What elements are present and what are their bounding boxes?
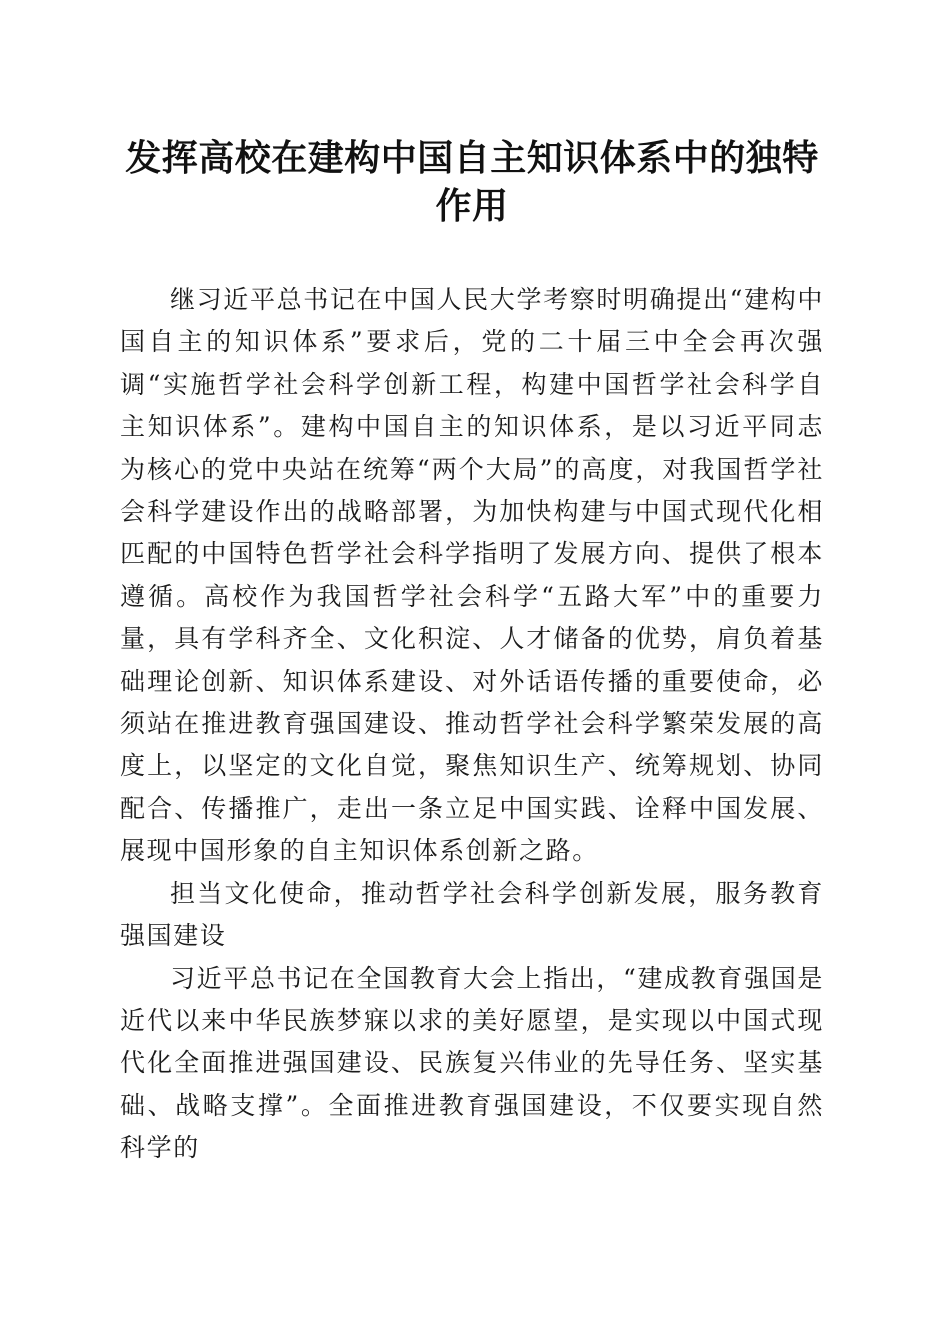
- paragraph-intro: 继习近平总书记在中国人民大学考察时明确提出“建构中国自主的知识体系”要求后，党的二十届三中全会再次强调“实施哲学社会科学创新工程，构建中国哲学社会科学自主知识体系”。建构中国自主的知识体系，是以习近平同志为核心的党中央站在统筹“两个大局”的高度，对我国哲学社会科学建设作出的战略部署，为加快构建与中国式现代化相匹配的中国特色哲学社会科学指明了发展方向、提供了根本遵循。高校作为我国哲学社会科学“五路大军”中的重要力量，具有学科齐全、文化积淀、人才储备的优势，肩负着基础理论创新、知识体系建设、对外话语传播的重要使命，必须站在推进教育强国建设、推动哲学社会科学繁荣发展的高度上，以坚定的文化自觉，聚焦知识生产、统筹规划、协同配合、传播推广，走出一条立足中国实践、诠释中国发展、展现中国形象的自主知识体系创新之路。: [120, 285, 824, 866]
- section-heading: 担当文化使命，推动哲学社会科学创新发展，服务教育强国建设: [120, 878, 824, 951]
- paragraph-section-1: 习近平总书记在全国教育大会上指出，“建成教育强国是近代以来中华民族梦寐以求的美好愿望，是实现以中国式现代化全面推进强国建设、民族复兴伟业的先导任务、坚实基础、战略支撑”。全面推进教育强国建设，不仅要实现自然科学的: [120, 963, 824, 1163]
- document-body: [120, 279, 824, 1170]
- document-title: 发挥高校在建构中国自主知识体系中的独特作用: [125, 137, 819, 227]
